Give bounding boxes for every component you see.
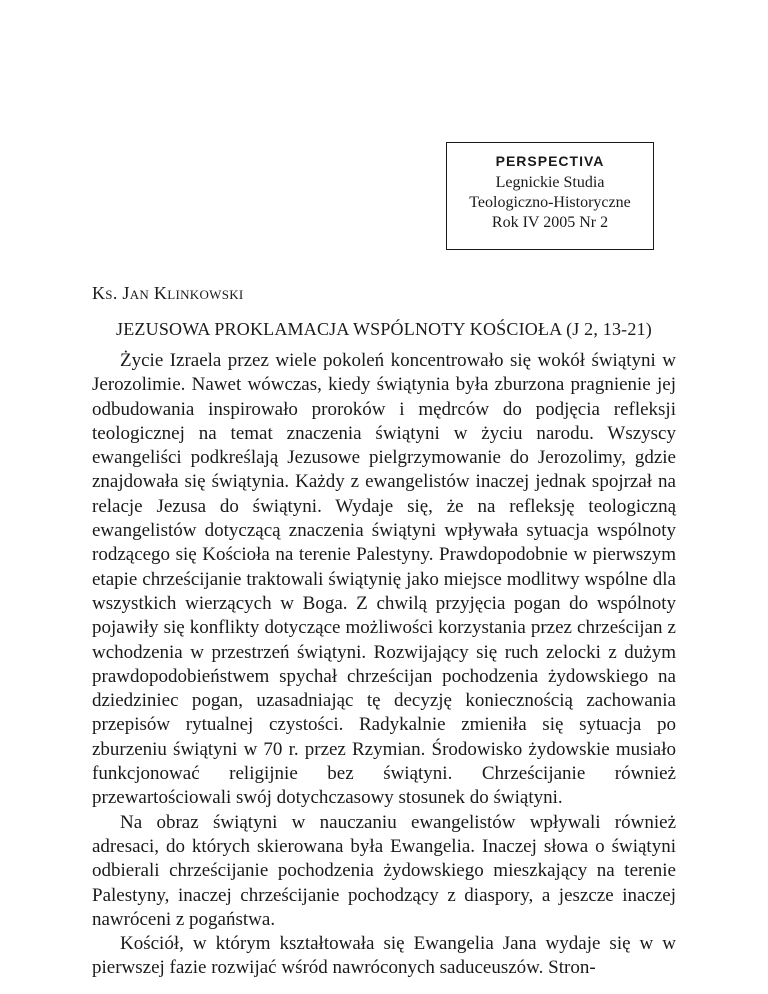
article-title: JEZUSOWA PROKLAMACJA WSPÓLNOTY KOŚCIOŁA (J 2, 13-21) bbox=[116, 319, 652, 339]
article-body bbox=[92, 349, 676, 981]
journal-subtitle-1: Legnickie Studia bbox=[495, 174, 605, 191]
journal-issue: Rok IV 2005 Nr 2 bbox=[491, 214, 609, 231]
journal-subtitle-2: Teologiczno-Historyczne bbox=[469, 194, 631, 211]
paragraph-3: Kościół, w którym kształtowała się Ewangelia Jana wydaje się w w pierwszej fazie rozwijać wśród nawróconych saduceuszów. Stron- bbox=[92, 933, 676, 979]
author-name: Ks. Jan Klinkowski bbox=[92, 283, 244, 303]
paragraph-1: Życie Izraela przez wiele pokoleń koncentrowało się wokół świątyni w Jerozolimie. Nawet wówczas, kiedy świątynia była zburzona pragnienie jej odbudowania inspirowało proroków i mędrców do podjęcia refleksji teologicznej na temat znaczenia świątyni w życiu narodu. Wszyscy ewangeliści podkreślają Jezusowe pielgrzymowanie do Jerozolimy, gdzie znajdowała się świątynia. Każdy z ewangelistów inaczej jednak spojrzał na relacje Jezusa do świątyni. Wydaje się, że na refleksję teologiczną ewangelistów dotyczącą znaczenia świątyni wpływała sytuacja wspólnoty rodzącego się Kościoła na terenie Palestyny. Prawdopodobnie w pierwszym etapie chrześcijanie traktowali świątynię jako miejsce modlitwy wspólne dla wszystkich wierzących w Boga. Z chwilą przyjęcia pogan do wspólnoty pojawiły się konflikty dotyczące możliwości korzystania przez chrześcijan z wchodzenia w przestrzeń świątyni. Rozwijający się ruch zelocki z dużym prawdopodobieństwem spychał chrześcijan pochodzenia żydowskiego na dziedziniec pogan, uzasadniając tę decyzję koniecznością zachowania przepisów rytualnej czystości. Radykalnie zmieniła się sytuacja po zburzeniu świątyni w 70 r. przez Rzymian. Środowisko żydowskie musiało funkcjonować religijnie bez świątyni. Chrześcijanie również przewartościowali swój dotychczasowy stosunek do świątyni. bbox=[92, 350, 676, 809]
journal-info-box bbox=[446, 142, 654, 250]
journal-name: PERSPECTIVA bbox=[495, 153, 605, 169]
paragraph-2: Na obraz świątyni w nauczaniu ewangelistów wpływali również adresaci, do których skierowana była Ewangelia. Inaczej słowa o świątyni odbierali chrześcijanie pochodzenia żydowskiego mieszkający na terenie Palestyny, inaczej chrześcijanie pochodzący z diaspory, a jeszcze inaczej nawróceni z pogaństwa. bbox=[92, 811, 676, 930]
